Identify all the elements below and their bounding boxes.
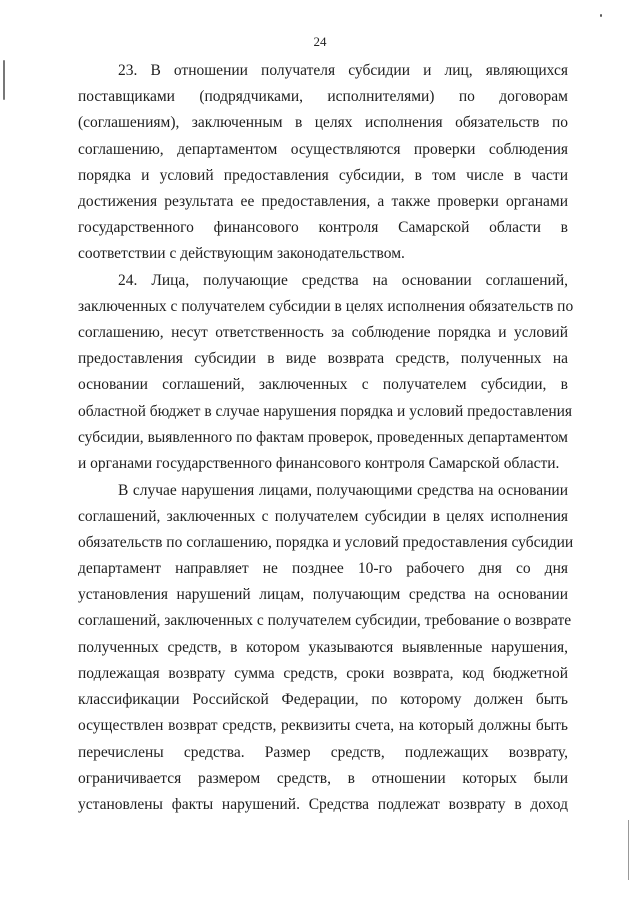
scan-mark bbox=[3, 60, 5, 100]
text-line: государственного финансового контроля Самарской области в bbox=[78, 219, 568, 236]
text-line: соглашению, несут ответственность за соблюдение порядка и условий bbox=[78, 324, 568, 341]
text-line: обязательств по соглашению, порядка и условий предоставления субсидии bbox=[78, 534, 574, 551]
text-line: подлежащая возврату сумма средств, сроки возврата, код бюджетной bbox=[78, 665, 568, 682]
text-line: 24. Лица, получающие средства на основании соглашений, bbox=[118, 272, 568, 289]
text-line: соглашению, департаментом осуществляются проверки соблюдения bbox=[78, 141, 568, 158]
text-line: департамент направляет не позднее 10-го рабочего дня со дня bbox=[78, 560, 568, 577]
text-line: соответствии с действующим законодательством. bbox=[78, 245, 405, 262]
text-line: В случае нарушения лицами, получающими средства на основании bbox=[118, 482, 568, 499]
text-line: субсидии, выявленного по фактам проверок, проведенных департаментом bbox=[78, 429, 568, 446]
text-line: перечислены средства. Размер средств, подлежащих возврату, bbox=[78, 744, 568, 761]
text-line: порядка и условий предоставления субсидии, в том числе в части bbox=[78, 167, 568, 184]
text-line: полученных средств, в котором указываются выявленные нарушения, bbox=[78, 639, 568, 656]
scan-mark bbox=[628, 820, 629, 880]
text-line: (соглашениям), заключенным в целях исполнения обязательств по bbox=[78, 114, 568, 131]
text-line: поставщиками (подрядчиками, исполнителями) по договорам bbox=[78, 88, 568, 105]
text-line: и органами государственного финансового контроля Самарской области. bbox=[78, 455, 560, 472]
text-line: основании соглашений, заключенных с получателем субсидии, в bbox=[78, 376, 568, 393]
scan-speck bbox=[600, 14, 602, 17]
text-line: заключенных с получателем субсидии в целях исполнения обязательств по bbox=[78, 298, 574, 315]
text-line: областной бюджет в случае нарушения порядка и условий предоставления bbox=[78, 403, 573, 420]
text-line: соглашений, заключенных с получателем субсидии в целях исполнения bbox=[78, 508, 568, 525]
text-line: 23. В отношении получателя субсидии и лиц, являющихся bbox=[118, 62, 568, 79]
text-line: установления нарушений лицам, получающим средства на основании bbox=[78, 586, 568, 603]
text-line: установлены факты нарушений. Средства подлежат возврату в доход bbox=[78, 796, 568, 813]
text-line: классификации Российской Федерации, по которому должен быть bbox=[78, 691, 568, 708]
text-line: осуществлен возврат средств, реквизиты счета, на который должны быть bbox=[78, 717, 568, 734]
text-line: ограничивается размером средств, в отношении которых были bbox=[78, 770, 568, 787]
text-line: предоставления субсидии в виде возврата средств, полученных на bbox=[78, 350, 568, 367]
text-line: достижения результата ее предоставления, а также проверки органами bbox=[78, 193, 568, 210]
text-line: соглашений, заключенных с получателем субсидии, требование о возврате bbox=[78, 612, 572, 629]
page-number: 24 bbox=[313, 34, 327, 49]
